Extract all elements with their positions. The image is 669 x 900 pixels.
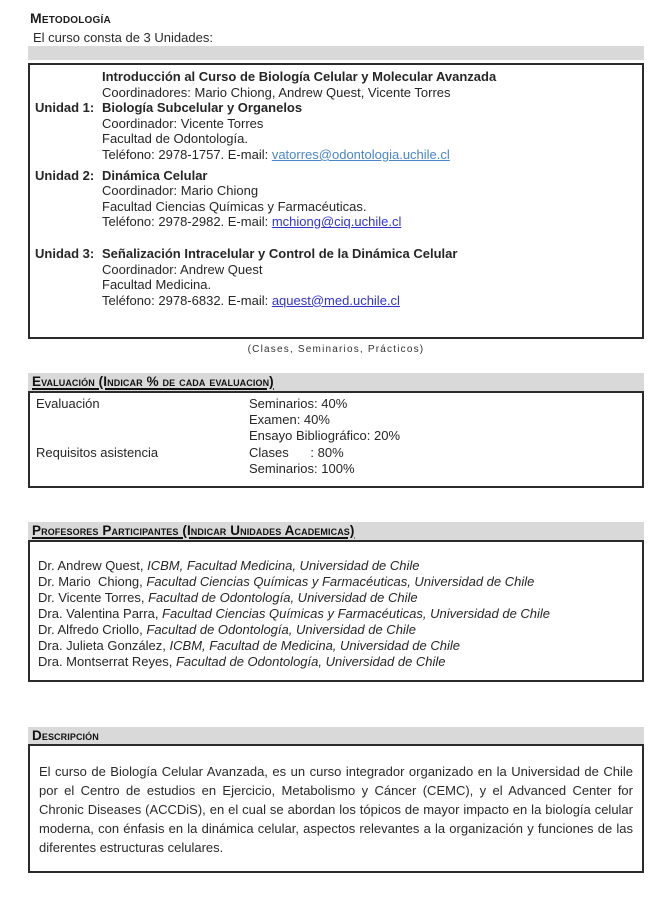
unit-name: Señalización Intracelular y Control de la Dinámica Celular bbox=[102, 245, 458, 261]
unit-email-link[interactable]: aquest@med.uchile.cl bbox=[271, 292, 400, 308]
professor-name: Dra. Julieta González, bbox=[38, 638, 166, 653]
unit-name: Biología Subcelular y Organelos bbox=[102, 100, 303, 116]
unit-label-spacer bbox=[35, 147, 102, 163]
professor-row bbox=[38, 590, 634, 606]
unit-contact-row bbox=[35, 293, 636, 309]
professor-name: Dr. Vicente Torres, bbox=[38, 590, 145, 605]
professor-affiliation: Facultad de Odontología, Universidad de Chile bbox=[144, 590, 418, 605]
unit-contact bbox=[102, 293, 636, 309]
unit-name: Dinámica Celular bbox=[102, 167, 208, 183]
professor-affiliation: Facultad Ciencias Químicas y Farmacéuticas, Universidad de Chile bbox=[142, 574, 535, 589]
eval-value: Seminarios: 40% bbox=[249, 396, 348, 411]
evaluation-box bbox=[28, 391, 644, 488]
evaluation-header-bar bbox=[28, 373, 644, 391]
description-header: Descripción bbox=[32, 728, 99, 743]
evaluation-header: Evaluación (Indicar % de cada evaluacion) bbox=[32, 374, 274, 389]
eval-row bbox=[36, 412, 636, 428]
unit-label-spacer bbox=[35, 85, 102, 101]
unit-faculty-row bbox=[35, 131, 636, 147]
unit-title-row bbox=[35, 168, 636, 184]
unit-1-block bbox=[35, 100, 636, 162]
unit-label-spacer bbox=[35, 262, 102, 278]
professor-name: Dr. Mario Chiong, bbox=[38, 574, 143, 589]
unit-label-spacer bbox=[35, 131, 102, 147]
eval-value: Clases : 80% bbox=[249, 444, 344, 460]
professor-row bbox=[38, 574, 634, 590]
unit-coordinator-row bbox=[35, 116, 636, 132]
unit-contact bbox=[102, 147, 636, 163]
unit-coordinator: Coordinador: Andrew Quest bbox=[102, 261, 263, 277]
eval-label bbox=[36, 412, 249, 428]
unit-title-row bbox=[35, 100, 636, 116]
eval-row bbox=[36, 461, 636, 477]
professor-row bbox=[38, 558, 634, 574]
course-title: Introducción al Curso de Biología Celular y Molecular Avanzada bbox=[102, 69, 497, 84]
professor-name: Dr. Alfredo Criollo, bbox=[38, 622, 143, 637]
unit-coordinator-row bbox=[35, 262, 636, 278]
unit-email-link[interactable]: mchiong@ciq.uchile.cl bbox=[271, 214, 402, 230]
eval-value: Seminarios: 100% bbox=[249, 460, 355, 476]
unit-coordinator: Coordinador: Vicente Torres bbox=[102, 115, 264, 131]
unit-2-block bbox=[35, 168, 636, 230]
eval-row bbox=[36, 428, 636, 444]
eval-row bbox=[36, 445, 636, 461]
unit-label-spacer bbox=[35, 293, 102, 309]
unit-label-spacer bbox=[35, 277, 102, 293]
session-types-caption: (Clases, Seminarios, Prácticos) bbox=[247, 344, 425, 355]
spacer-bar bbox=[28, 46, 644, 60]
unit-faculty: Facultad de Odontología. bbox=[102, 131, 248, 147]
units-box bbox=[28, 63, 644, 339]
unit-faculty-row bbox=[35, 199, 636, 215]
eval-label bbox=[36, 461, 249, 477]
unit-email-link[interactable]: vatorres@odontologia.uchile.cl bbox=[271, 146, 450, 162]
unit-faculty: Facultad Medicina. bbox=[102, 277, 212, 293]
unit-contact-row bbox=[35, 214, 636, 230]
professor-row bbox=[38, 606, 634, 622]
professors-header: Profesores Participantes (Indicar Unidades Academicas) bbox=[32, 523, 355, 538]
course-coordinators: Coordinadores: Mario Chiong, Andrew Quest, Vicente Torres bbox=[102, 84, 451, 100]
eval-label: Requisitos asistencia bbox=[36, 444, 159, 460]
eval-label bbox=[36, 428, 249, 444]
eval-value: Ensayo Bibliográfico: 20% bbox=[249, 428, 401, 444]
description-box bbox=[28, 744, 644, 873]
unit-coordinator: Coordinador: Mario Chiong bbox=[102, 183, 259, 199]
unit-coordinator-row bbox=[35, 183, 636, 199]
professor-affiliation: ICBM, Facultad Medicina, Universidad de Chile bbox=[143, 558, 420, 573]
eval-row bbox=[36, 396, 636, 412]
unit-label-spacer bbox=[35, 214, 102, 230]
unit-title-row bbox=[35, 246, 636, 262]
unit-contact-prefix: Teléfono: 2978-2982. E-mail: bbox=[102, 214, 272, 230]
unit-contact bbox=[102, 214, 636, 230]
professors-header-bar bbox=[28, 522, 644, 540]
professor-affiliation: Facultad de Odontología, Universidad de Chile bbox=[142, 622, 416, 637]
methodology-intro: El curso consta de 3 Unidades: bbox=[33, 30, 213, 45]
unit-label-spacer bbox=[35, 69, 102, 85]
professor-row bbox=[38, 622, 634, 638]
course-title-row bbox=[35, 69, 636, 85]
unit-contact-row bbox=[35, 147, 636, 163]
professor-affiliation: ICBM, Facultad de Medicina, Universidad de Chile bbox=[165, 638, 460, 653]
unit-label-spacer bbox=[35, 199, 102, 215]
unit-label: Unidad 1: bbox=[35, 100, 95, 116]
professor-name: Dr. Andrew Quest, bbox=[38, 558, 144, 573]
professor-row bbox=[38, 654, 634, 670]
unit-faculty: Facultad Ciencias Químicas y Farmacéuticas. bbox=[102, 198, 367, 214]
eval-label: Evaluación bbox=[36, 396, 100, 411]
professor-name: Dra. Valentina Parra, bbox=[38, 606, 159, 621]
eval-value: Examen: 40% bbox=[249, 412, 330, 428]
unit-contact-prefix: Teléfono: 2978-1757. E-mail: bbox=[102, 146, 272, 162]
description-text: El curso de Biología Celular Avanzada, es un curso integrador organizado en la Universidad de Chile por el Centro de estudios en Ejercicio, Metabolismo y Cáncer (CEMC), y el Advanced Center for Chronic Diseases (ACCDiS), en el cual se abordan los tópicos de mayor impacto en la biología celular moderna, con énfasis en la dinámica celular, aspectos relevantes a la organización y funciones de las diferentes estructuras celulares. bbox=[39, 764, 633, 855]
course-coordinators-row bbox=[35, 85, 636, 101]
unit-3-block bbox=[35, 246, 636, 308]
unit-label: Unidad 3: bbox=[35, 245, 95, 261]
description-header-bar bbox=[28, 727, 644, 744]
unit-label-spacer bbox=[35, 116, 102, 132]
unit-label: Unidad 2: bbox=[35, 167, 95, 183]
professor-affiliation: Facultad de Odontología, Universidad de Chile bbox=[172, 654, 446, 669]
professor-name: Dra. Montserrat Reyes, bbox=[38, 654, 173, 669]
professor-affiliation: Facultad Ciencias Químicas y Farmacéuticas, Universidad de Chile bbox=[158, 606, 551, 621]
unit-contact-prefix: Teléfono: 2978-6832. E-mail: bbox=[102, 292, 272, 308]
unit-faculty-row bbox=[35, 277, 636, 293]
methodology-title: Metodología bbox=[30, 10, 111, 26]
unit-label-spacer bbox=[35, 183, 102, 199]
professors-box bbox=[28, 540, 644, 682]
professor-row bbox=[38, 638, 634, 654]
